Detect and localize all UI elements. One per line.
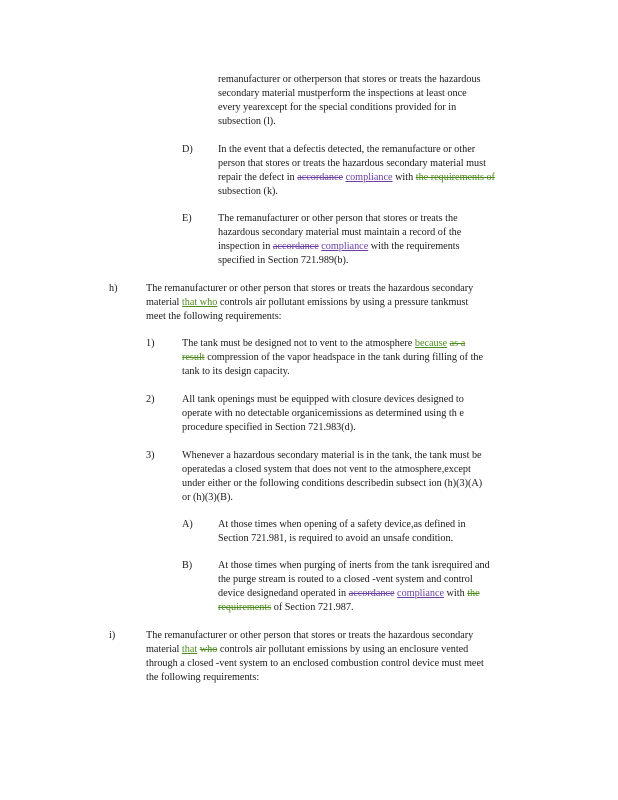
inserted-text: compliance [321, 241, 369, 252]
paragraph-h1 [182, 337, 538, 379]
item-label-h3: 3) [146, 450, 155, 461]
text-run: controls air pollutant emissions by using a pressure tankmust [217, 297, 469, 308]
text-line [182, 393, 538, 407]
text-run: secondary material mustperform the inspections at least once [218, 88, 467, 99]
struck-text: accordance [272, 241, 319, 252]
text-run: the following requirements: [146, 672, 260, 683]
text-line [218, 87, 538, 101]
text-line [182, 365, 538, 379]
struck-text: accordance [297, 172, 344, 183]
paragraph-E [218, 212, 538, 268]
text-line [182, 421, 538, 435]
text-line [182, 463, 538, 477]
text-run: material [146, 297, 182, 308]
text-line [182, 491, 538, 505]
struck-text: as a [449, 338, 466, 349]
item-label-h1: 1) [146, 338, 155, 349]
text-line [182, 449, 538, 463]
text-run: device designedand operated in [218, 588, 349, 599]
struck-text: the [467, 588, 480, 599]
text-line [218, 518, 538, 532]
item-label-i: i) [109, 630, 116, 641]
struck-text: the requirements of [415, 172, 495, 183]
struck-text: result [182, 352, 205, 363]
inserted-text: that who [181, 297, 218, 308]
text-run: with [444, 588, 468, 599]
text-line [218, 73, 538, 87]
text-line [218, 226, 538, 240]
text-line [218, 587, 538, 601]
text-run: The remanufacturer or other person that stores or treats the hazardous secondary [146, 630, 474, 641]
text-run: through a closed -vent system to an enclosed combustion control device must meet [146, 658, 484, 669]
text-run: Whenever a hazardous secondary material is in the tank, the tank must be [182, 450, 482, 461]
text-run: Section 721.981, is required to avoid an unsafe condition. [218, 533, 454, 544]
text-run: In the event that a defectis detected, the remanufacture or other [218, 144, 476, 155]
text-line [218, 559, 538, 573]
text-run: subsection (k). [218, 186, 278, 197]
text-line [146, 282, 538, 296]
text-run: person that stores or treats the hazardous secondary material must [218, 158, 486, 169]
text-run: remanufacturer or otherperson that stores or treats the hazardous [218, 74, 481, 85]
text-line [146, 657, 538, 671]
text-line [146, 310, 538, 324]
text-run: The remanufacturer or other person that stores or treats the hazardous secondary [146, 283, 474, 294]
text-run: the purge stream is routed to a closed -vent system and control [218, 574, 473, 585]
text-run: subsection (l). [218, 116, 276, 127]
item-label-D: D) [182, 144, 193, 155]
item-label-h2: 2) [146, 394, 155, 405]
text-line [146, 296, 538, 310]
text-run: At those times when purging of inerts from the tank isrequired and [218, 560, 490, 571]
text-run: tank to its design capacity. [182, 366, 290, 377]
paragraph-D [218, 143, 538, 199]
text-run: with the requirements [368, 241, 460, 252]
text-line [146, 643, 538, 657]
text-line [218, 254, 538, 268]
text-line [218, 573, 538, 587]
text-line [146, 671, 538, 685]
paragraph-h3A [218, 518, 538, 546]
text-run: All tank openings must be equipped with closure devices designed to [182, 394, 464, 405]
text-run: specified in Section 721.989(b). [218, 255, 349, 266]
text-line [218, 185, 538, 199]
text-line [182, 351, 538, 365]
inserted-text: because [414, 338, 448, 349]
text-run: operate with no detectable organicemissions as determined using th e [182, 408, 464, 419]
text-run: hazardous secondary material must maintain a record of the [218, 227, 462, 238]
text-line [146, 629, 538, 643]
text-run: inspection in [218, 241, 273, 252]
paragraph-h [146, 282, 538, 324]
text-line [218, 212, 538, 226]
text-line [182, 477, 538, 491]
text-run: meet the following requirements: [146, 311, 282, 322]
paragraph-g-continued [218, 73, 538, 129]
text-run: or (h)(3)(B). [182, 492, 233, 503]
text-line [218, 143, 538, 157]
item-label-h3B: B) [182, 560, 193, 571]
text-run: of Section 721.987. [271, 602, 354, 613]
inserted-text: compliance [397, 588, 444, 599]
struck-text: accordance [348, 588, 395, 599]
text-line [218, 157, 538, 171]
text-run: The tank must be designed not to vent to the atmosphere [182, 338, 415, 349]
text-line [218, 240, 538, 254]
struck-text: who [199, 644, 218, 655]
text-run: At those times when opening of a safety device,as defined in [218, 519, 466, 530]
item-label-h: h) [109, 283, 118, 294]
text-run: The remanufacturer or other person that stores or treats the [218, 213, 458, 224]
text-run: under either or the following conditions describedin subsect ion (h)(3)(A) [182, 478, 483, 489]
text-line [218, 532, 538, 546]
item-label-h3A: A) [182, 519, 193, 530]
text-run: every yearexcept for the special conditions provided for in [218, 102, 457, 113]
text-run: with [392, 172, 416, 183]
item-label-E: E) [182, 213, 192, 224]
text-line [218, 171, 538, 185]
text-run: procedure specified in Section 721.983(d). [182, 422, 356, 433]
paragraph-i [146, 629, 538, 685]
inserted-text: that [181, 644, 198, 655]
text-line [182, 337, 538, 351]
paragraph-h3 [182, 449, 538, 505]
text-run: repair the defect in [218, 172, 298, 183]
text-run: controls air pollutant emissions by using an enclosure vented [217, 644, 469, 655]
text-line [218, 115, 538, 129]
text-line [218, 601, 538, 615]
paragraph-h2 [182, 393, 538, 435]
text-line [218, 101, 538, 115]
inserted-text: compliance [345, 172, 393, 183]
struck-text: requirements [218, 602, 272, 613]
text-run: material [146, 644, 182, 655]
text-line [182, 407, 538, 421]
text-run: compression of the vapor headspace in the tank during filling of the [204, 352, 484, 363]
paragraph-h3B [218, 559, 538, 615]
text-run: operatedas a closed system that does not vent to the atmosphere,except [182, 464, 471, 475]
